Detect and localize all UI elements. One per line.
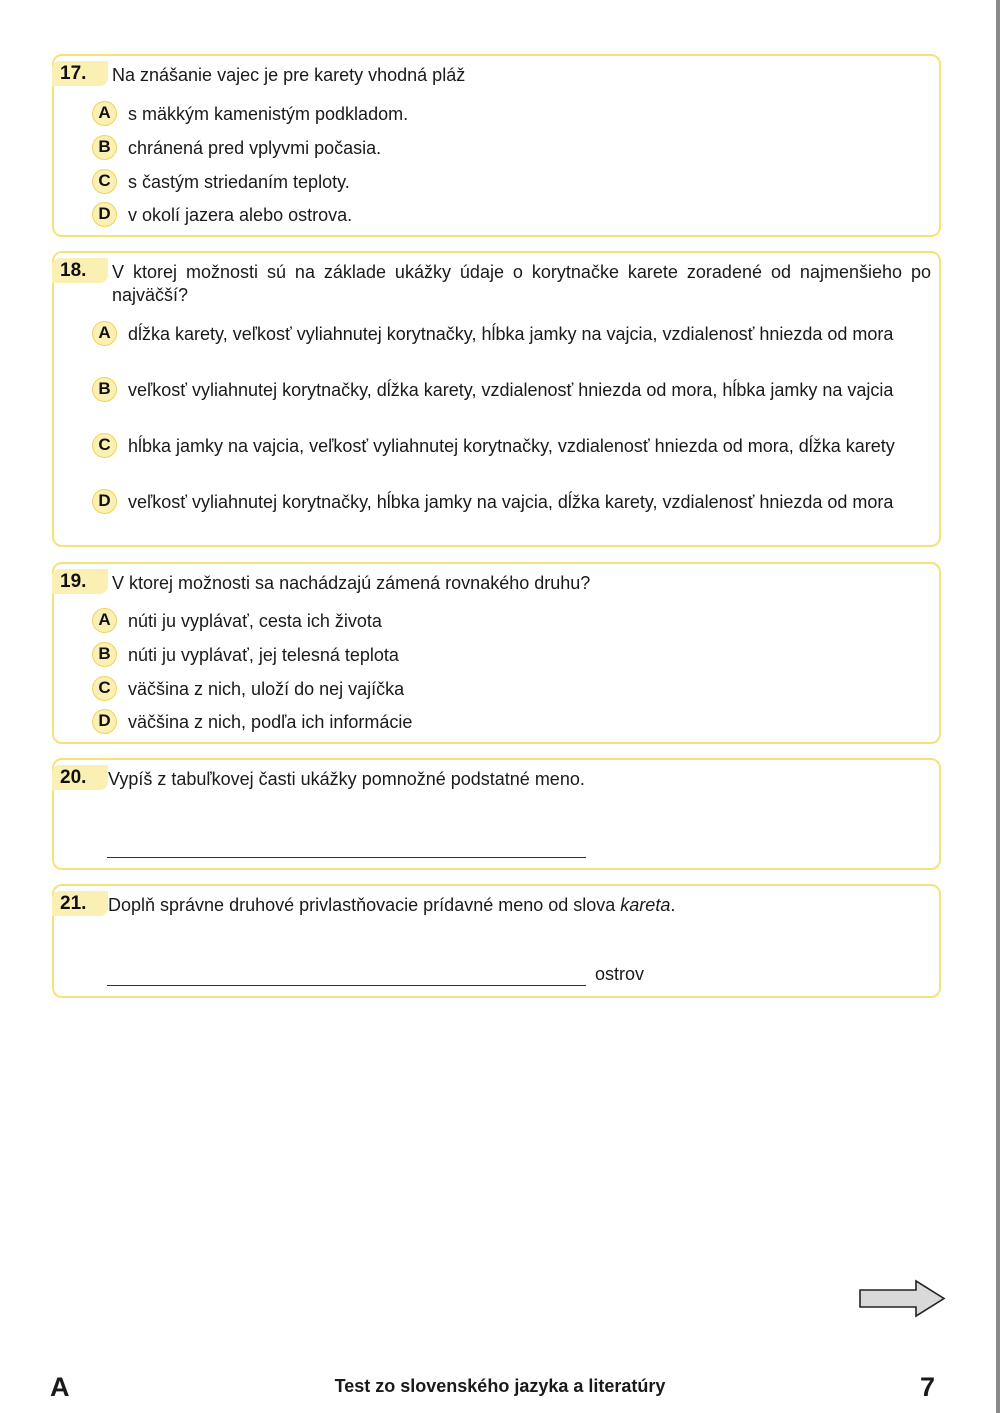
- question-number: 19.: [52, 569, 108, 594]
- option-text: s častým striedaním teploty.: [128, 172, 350, 192]
- question-text: [108, 894, 931, 917]
- question-20: [52, 758, 941, 870]
- option-letter: C: [92, 676, 117, 701]
- right-arrow-icon[interactable]: [858, 1279, 948, 1319]
- question-text-start: Doplň správne druhové privlastňovacie prídavné meno od slova: [108, 895, 621, 915]
- option-letter: B: [92, 377, 117, 402]
- question-18: [52, 251, 941, 547]
- question-text: V ktorej možnosti sú na základe ukážky údaje o korytnačke karete zoradené od najmenšieho po najväčší?: [112, 262, 931, 305]
- option-text: v okolí jazera alebo ostrova.: [128, 205, 353, 225]
- question-text-end: .: [670, 895, 676, 915]
- option-letter: D: [92, 489, 117, 514]
- option-letter: A: [92, 101, 117, 126]
- question-number: 17.: [52, 61, 108, 86]
- question-19: [52, 562, 941, 744]
- page-edge: [996, 0, 1000, 1413]
- option-text: núti ju vyplávať, cesta ich života: [128, 611, 382, 631]
- option-text: veľkosť vyliahnutej korytnačky, hĺbka jamky na vajcia, dĺžka karety, vzdialenosť hniezda od mora: [128, 492, 894, 512]
- option-letter: D: [92, 709, 117, 734]
- option-text: núti ju vyplávať, jej telesná teplota: [128, 645, 399, 665]
- option-text: dĺžka karety, veľkosť vyliahnutej korytnačky, hĺbka jamky na vajcia, vzdialenosť hniezda od mora: [128, 324, 894, 344]
- page-number: 7: [920, 1372, 936, 1402]
- option-text: chránená pred vplyvmi počasia.: [128, 138, 382, 158]
- question-text-italic: kareta: [620, 895, 671, 915]
- question-text: Na znášanie vajec je pre karety vhodná pláž: [112, 65, 466, 85]
- question-text: V ktorej možnosti sa nachádzajú zámená rovnakého druhu?: [112, 573, 591, 593]
- option-letter: B: [92, 135, 117, 160]
- option-text: hĺbka jamky na vajcia, veľkosť vyliahnutej korytnačky, vzdialenosť hniezda od mora, dĺžka karety: [128, 436, 895, 456]
- option-letter: A: [92, 321, 117, 346]
- option-letter: D: [92, 202, 117, 227]
- answer-line[interactable]: [107, 857, 586, 858]
- question-17: [52, 54, 941, 237]
- question-21: [52, 884, 941, 998]
- answer-line[interactable]: [107, 985, 586, 986]
- option-letter: A: [92, 608, 117, 633]
- footer-title: Test zo slovenského jazyka a literatúry: [334, 1376, 666, 1396]
- question-text: Vypíš z tabuľkovej časti ukážky pomnožné podstatné meno.: [108, 769, 585, 789]
- question-number: 20.: [52, 765, 108, 790]
- option-text: väčšina z nich, podľa ich informácie: [128, 712, 413, 732]
- option-letter: B: [92, 642, 117, 667]
- option-text: veľkosť vyliahnutej korytnačky, dĺžka karety, vzdialenosť hniezda od mora, hĺbka jamky na vajcia: [128, 380, 894, 400]
- question-number: 18.: [52, 258, 108, 283]
- option-text: s mäkkým kamenistým podkladom.: [128, 104, 409, 124]
- answer-suffix: ostrov: [595, 964, 645, 984]
- option-letter: C: [92, 433, 117, 458]
- option-text: väčšina z nich, uloží do nej vajíčka: [128, 679, 405, 699]
- test-variant: A: [50, 1372, 70, 1402]
- question-number: 21.: [52, 891, 108, 916]
- option-letter: C: [92, 169, 117, 194]
